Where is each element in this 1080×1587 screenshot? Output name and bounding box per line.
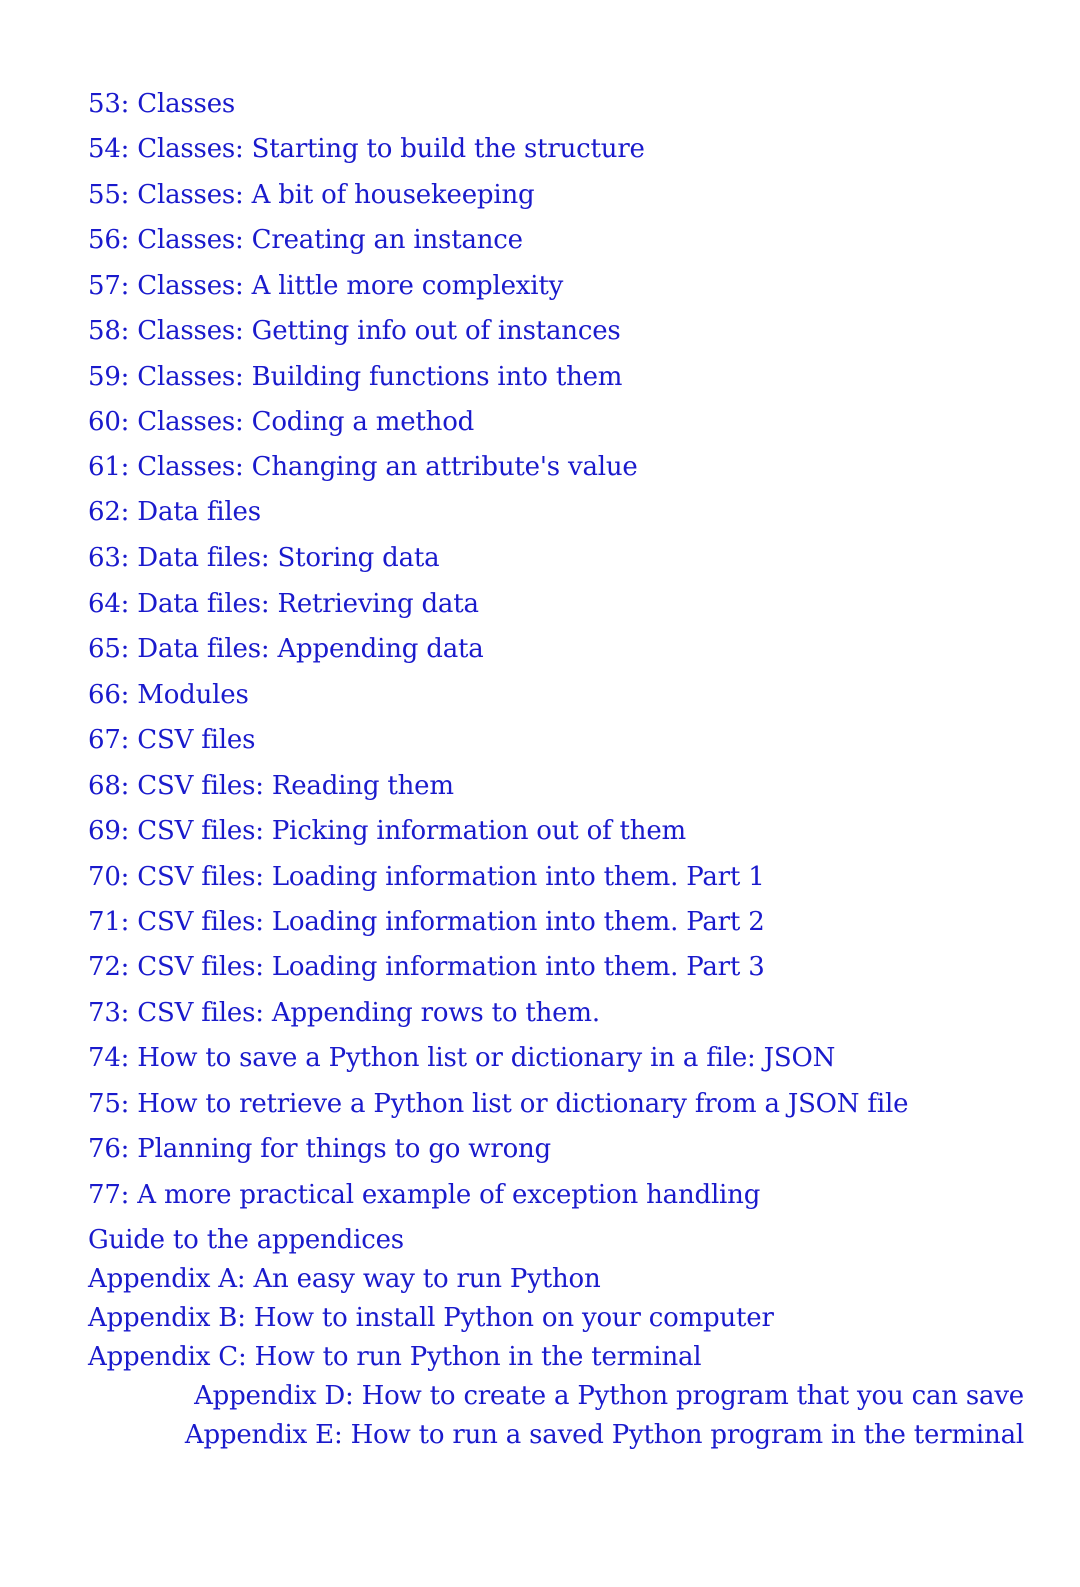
toc-link-57[interactable]: 57: Classes: A little more complexity <box>88 271 564 301</box>
toc-link-appendix-a[interactable]: Appendix A: An easy way to run Python <box>88 1264 601 1294</box>
toc-link-69[interactable]: 69: CSV files: Picking information out of them <box>88 816 686 846</box>
toc-link-74[interactable]: 74: How to save a Python list or dictionary in a file: JSON <box>88 1043 836 1073</box>
toc-link-54[interactable]: 54: Classes: Starting to build the structure <box>88 134 645 164</box>
toc-link-65[interactable]: 65: Data files: Appending data <box>88 634 484 664</box>
toc-link-73[interactable]: 73: CSV files: Appending rows to them. <box>88 998 600 1028</box>
toc-link-62[interactable]: 62: Data files <box>88 497 261 527</box>
toc-link-61[interactable]: 61: Classes: Changing an attribute's value <box>88 452 638 482</box>
toc-link-appendix-e[interactable]: Appendix E: How to run a saved Python program in the terminal <box>184 1420 1024 1450</box>
toc-link-56[interactable]: 56: Classes: Creating an instance <box>88 225 523 255</box>
toc-link-64[interactable]: 64: Data files: Retrieving data <box>88 589 479 619</box>
toc-link-appendices-guide[interactable]: Guide to the appendices <box>88 1225 404 1255</box>
toc-link-55[interactable]: 55: Classes: A bit of housekeeping <box>88 180 535 210</box>
toc-link-58[interactable]: 58: Classes: Getting info out of instances <box>88 316 621 346</box>
toc-link-75[interactable]: 75: How to retrieve a Python list or dictionary from a JSON file <box>88 1089 909 1119</box>
toc-link-76[interactable]: 76: Planning for things to go wrong <box>88 1134 552 1164</box>
toc-link-53[interactable]: 53: Classes <box>88 89 236 119</box>
toc-link-59[interactable]: 59: Classes: Building functions into them <box>88 362 623 392</box>
toc-link-63[interactable]: 63: Data files: Storing data <box>88 543 440 573</box>
toc-link-77[interactable]: 77: A more practical example of exception handling <box>88 1180 761 1210</box>
toc-link-72[interactable]: 72: CSV files: Loading information into them. Part 3 <box>88 952 765 982</box>
toc-link-67[interactable]: 67: CSV files <box>88 725 256 755</box>
toc-link-71[interactable]: 71: CSV files: Loading information into them. Part 2 <box>88 907 765 937</box>
toc-link-appendix-d[interactable]: Appendix D: How to create a Python program that you can save <box>194 1381 1024 1411</box>
toc-link-70[interactable]: 70: CSV files: Loading information into them. Part 1 <box>88 862 765 892</box>
toc-link-68[interactable]: 68: CSV files: Reading them <box>88 771 454 801</box>
toc-link-60[interactable]: 60: Classes: Coding a method <box>88 407 475 437</box>
toc-link-appendix-c[interactable]: Appendix C: How to run Python in the terminal <box>88 1342 702 1372</box>
toc-link-66[interactable]: 66: Modules <box>88 680 249 710</box>
toc-link-appendix-b[interactable]: Appendix B: How to install Python on your computer <box>88 1303 774 1333</box>
